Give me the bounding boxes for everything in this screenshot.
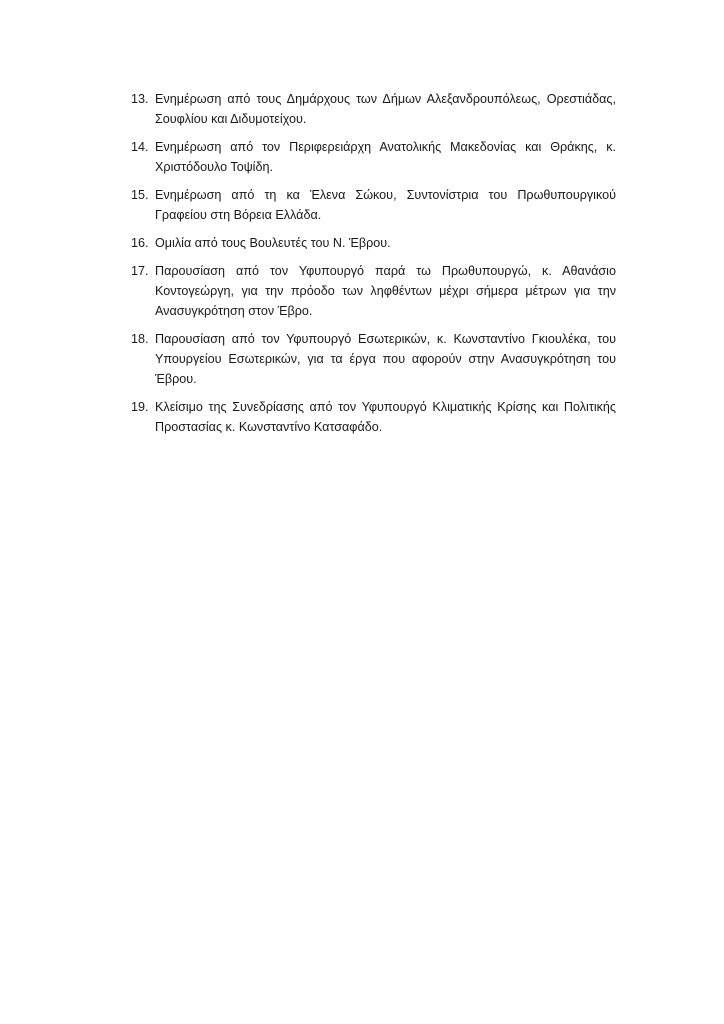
agenda-item-text: Ενημέρωση από τους Δημάρχους των Δήμων Αλεξανδρουπόλεως, Ορεστιάδας, Σουφλίου και Διδυμοτείχου. [155, 92, 616, 126]
agenda-item-15 [131, 185, 616, 225]
agenda-item-number: 15. [131, 188, 149, 202]
agenda-item-number: 17. [131, 264, 149, 278]
agenda-item-text: Παρουσίαση από τον Υφυπουργό παρά τω Πρωθυπουργώ, κ. Αθανάσιο Κοντογεώργη, για την πρόοδο των ληφθέντων μέχρι σήμερα μέτρων για την Ανασυγκρότηση στον Έβρο. [155, 264, 616, 318]
agenda-item-19 [131, 397, 616, 437]
agenda-item-13 [131, 89, 616, 129]
agenda-item-16 [131, 233, 616, 253]
agenda-list [131, 89, 616, 445]
agenda-item-14 [131, 137, 616, 177]
agenda-item-text: Ενημέρωση από τη κα Έλενα Σώκου, Συντονίστρια του Πρωθυπουργικού Γραφείου στη Βόρεια Ελλάδα. [155, 188, 616, 222]
agenda-item-text: Ενημέρωση από τον Περιφερειάρχη Ανατολικής Μακεδονίας και Θράκης, κ. Χριστόδουλο Τοψίδη. [155, 140, 616, 174]
agenda-item-text: Παρουσίαση από τον Υφυπουργό Εσωτερικών, κ. Κωνσταντίνο Γκιουλέκα, του Υπουργείου Εσωτερικών, για τα έργα που αφορούν στην Ανασυγκρότηση του Έβρου. [155, 332, 616, 386]
agenda-item-number: 16. [131, 236, 149, 250]
agenda-item-18 [131, 329, 616, 389]
agenda-item-number: 13. [131, 92, 149, 106]
agenda-item-number: 19. [131, 400, 149, 414]
agenda-item-text: Ομιλία από τους Βουλευτές του Ν. Έβρου. [155, 236, 391, 250]
agenda-item-number: 18. [131, 332, 149, 346]
agenda-item-number: 14. [131, 140, 149, 154]
agenda-item-17 [131, 261, 616, 321]
agenda-item-text: Κλείσιμο της Συνεδρίασης από τον Υφυπουργό Κλιματικής Κρίσης και Πολιτικής Προστασίας κ. Κωνσταντίνο Κατσαφάδο. [155, 400, 616, 434]
